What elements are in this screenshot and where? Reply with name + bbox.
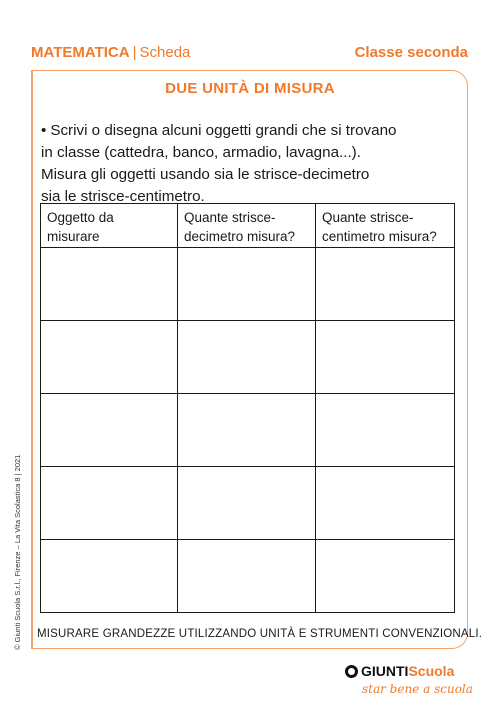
worksheet-title: DUE UNITÀ DI MISURA	[165, 80, 335, 97]
table-header-row	[41, 204, 455, 248]
giunti-g-icon	[345, 665, 358, 678]
instruction-line: • Scrivi o disegna alcuni oggetti grandi che si trovano	[41, 122, 397, 139]
answer-cell-decimetre[interactable]	[178, 248, 316, 321]
logo-brand	[345, 663, 454, 679]
column-header-centimetre: Quante strisce- centimetro misura?	[316, 204, 455, 248]
answer-cell-centimetre[interactable]	[316, 540, 455, 613]
table-row	[41, 394, 455, 467]
logo-brand-main: GIUNTI	[361, 663, 409, 679]
learning-objective-note: MISURARE GRANDEZZE UTILIZZANDO UNITÀ E STRUMENTI CONVENZIONALI.	[37, 628, 483, 640]
answer-cell-centimetre[interactable]	[316, 467, 455, 540]
column-header-object: Oggetto da misurare	[41, 204, 178, 248]
table-row	[41, 467, 455, 540]
logo-tagline: star bene a scuola	[362, 682, 473, 696]
answer-cell-object[interactable]	[41, 540, 178, 613]
answer-cell-decimetre[interactable]	[178, 321, 316, 394]
answer-cell-object[interactable]	[41, 248, 178, 321]
answer-cell-object[interactable]	[41, 394, 178, 467]
answer-cell-object[interactable]	[41, 321, 178, 394]
instruction-line: sia le strisce-centimetro.	[41, 188, 205, 205]
answer-cell-centimetre[interactable]	[316, 321, 455, 394]
subject-name: MATEMATICA	[31, 44, 130, 61]
grade-label: Classe seconda	[354, 44, 468, 61]
answer-cell-object[interactable]	[41, 467, 178, 540]
answer-cell-decimetre[interactable]	[178, 394, 316, 467]
answer-cell-decimetre[interactable]	[178, 467, 316, 540]
instruction-line: in classe (cattedra, banco, armadio, lavagna...).	[41, 144, 361, 161]
publisher-logo	[345, 663, 475, 701]
subject-label	[31, 44, 190, 61]
instructions	[41, 120, 441, 208]
measurement-table	[40, 203, 455, 613]
section-name: Scheda	[139, 44, 191, 61]
answer-cell-decimetre[interactable]	[178, 540, 316, 613]
page-header	[31, 44, 468, 66]
table-row	[41, 540, 455, 613]
answer-cell-centimetre[interactable]	[316, 394, 455, 467]
header-separator: |	[132, 44, 137, 61]
worksheet-card-left-border	[31, 70, 33, 649]
column-header-decimetre: Quante strisce- decimetro misura?	[178, 204, 316, 248]
copyright-credit: © Giunti Scuola S.r.l., Firenze – La Vita Scolastica 8 | 2021	[13, 454, 22, 650]
logo-brand-accent: Scuola	[408, 663, 455, 679]
bullet-icon: •	[41, 122, 47, 139]
table-row	[41, 321, 455, 394]
table-row	[41, 248, 455, 321]
instruction-line: Misura gli oggetti usando sia le strisce-decimetro	[41, 166, 370, 183]
answer-cell-centimetre[interactable]	[316, 248, 455, 321]
